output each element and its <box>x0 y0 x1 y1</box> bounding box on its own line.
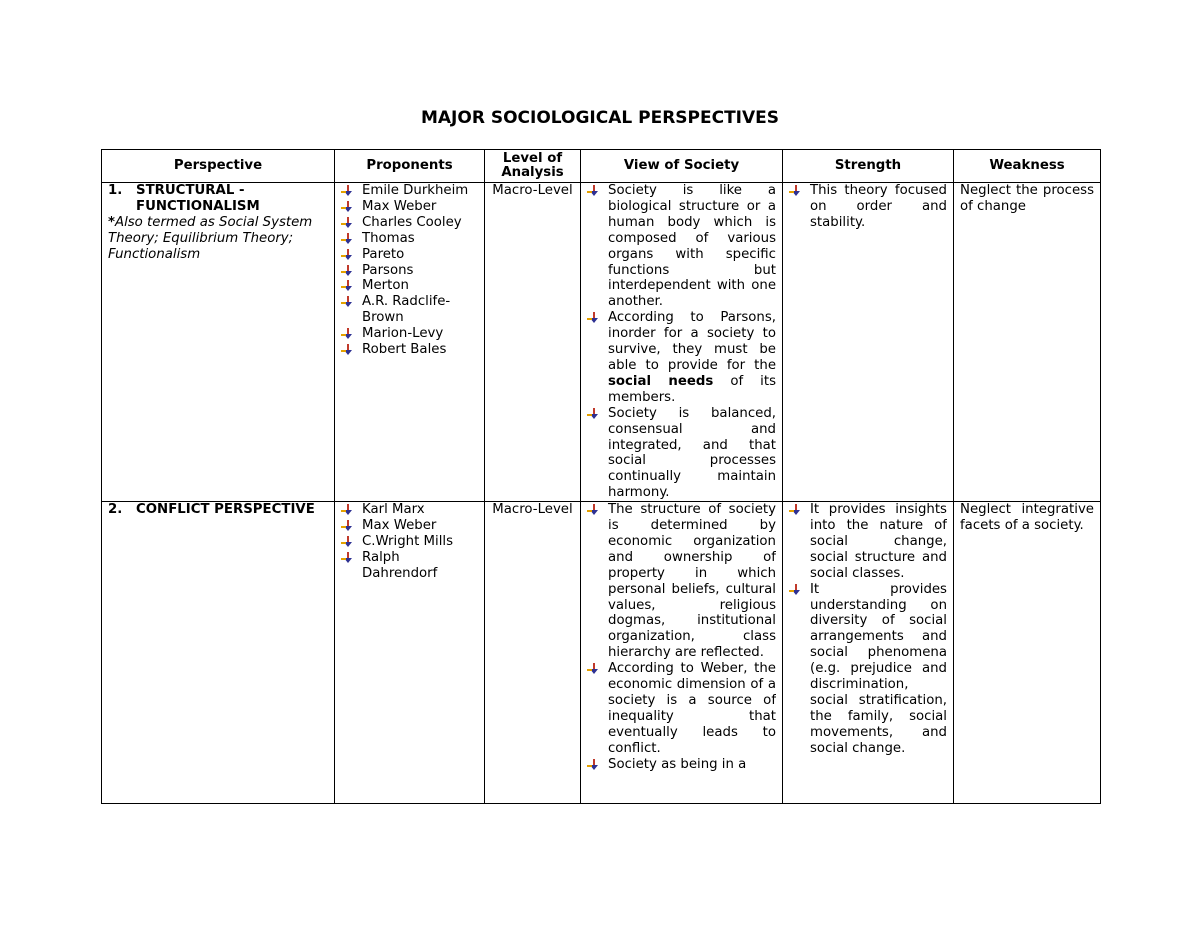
note-text: Also termed as Social System Theory; Equilibrium Theory; Functionalism <box>108 214 313 262</box>
arrow-down-bullet-icon <box>341 552 355 565</box>
arrow-down-bullet-icon <box>341 328 355 341</box>
weakness-cell: Neglect the process of change <box>954 183 1101 502</box>
arrow-down-bullet-icon <box>341 536 355 549</box>
list-item: Max Weber <box>341 518 478 534</box>
arrow-down-bullet-icon <box>341 265 355 278</box>
list-item: Emile Durkheim <box>341 183 478 199</box>
proponents-cell <box>335 183 485 502</box>
list-item: Max Weber <box>341 199 478 215</box>
perspective-title <box>108 502 328 518</box>
header-perspective: Perspective <box>102 150 335 183</box>
view-list <box>587 502 776 772</box>
arrow-down-bullet-icon <box>587 759 601 772</box>
note-asterisk: * <box>108 214 115 230</box>
perspective-name: STRUCTURAL - FUNCTIONALISM <box>136 183 260 214</box>
arrow-down-bullet-icon <box>341 280 355 293</box>
list-item: According to Parsons, inorder for a society to survive, they must be able to provide for the social needs of its members. <box>587 310 776 405</box>
list-item: A.R. Radclife-Brown <box>341 294 478 326</box>
list-item: Society as being in a <box>587 757 776 773</box>
perspective-note <box>108 215 328 263</box>
list-item: It provides understanding on diversity of social arrangements and social phenomena (e.g. prejudice and discrimination, social stratification, the family, social movements, and social change. <box>789 582 947 757</box>
strength-list <box>789 502 947 757</box>
weakness-cell: Neglect integrative facets of a society. <box>954 502 1101 804</box>
arrow-down-bullet-icon <box>587 504 601 517</box>
perspective-title <box>108 183 328 215</box>
header-weakness: Weakness <box>954 150 1101 183</box>
arrow-down-bullet-icon <box>587 408 601 421</box>
arrow-down-bullet-icon <box>341 249 355 262</box>
view-cell-clip <box>587 502 776 803</box>
arrow-down-bullet-icon <box>341 185 355 198</box>
page-title: MAJOR SOCIOLOGICAL PERSPECTIVES <box>420 108 780 128</box>
arrow-down-bullet-icon <box>789 185 803 198</box>
strength-cell <box>783 183 954 502</box>
list-item: Ralph Dahrendorf <box>341 550 478 582</box>
arrow-down-bullet-icon <box>587 312 601 325</box>
strength-list <box>789 183 947 231</box>
strength-cell <box>783 502 954 804</box>
arrow-down-bullet-icon <box>341 233 355 246</box>
perspective-number: 2. <box>108 502 123 518</box>
list-item: This theory focused on order and stability. <box>789 183 947 231</box>
view-list <box>587 183 776 501</box>
table-row <box>102 183 1101 502</box>
arrow-down-bullet-icon <box>341 520 355 533</box>
bold-phrase: social needs <box>608 373 714 389</box>
header-level: Level of Analysis <box>485 150 581 183</box>
view-cell <box>581 502 783 804</box>
arrow-down-bullet-icon <box>341 201 355 214</box>
header-proponents: Proponents <box>335 150 485 183</box>
perspectives-table <box>101 149 1101 804</box>
list-item: Marion-Levy <box>341 326 478 342</box>
arrow-down-bullet-icon <box>587 185 601 198</box>
arrow-down-bullet-icon <box>341 296 355 309</box>
list-item: The structure of society is determined by economic organization and ownership of property in which personal beliefs, cultural values, religious dogmas, institutional organization, class hierarchy are reflected. <box>587 502 776 661</box>
list-item: Parsons <box>341 263 478 279</box>
level-cell: Macro-Level <box>485 183 581 502</box>
list-item: Karl Marx <box>341 502 478 518</box>
list-item: Society is like a biological structure or a human body which is composed of various organs with specific functions but interdependent with one another. <box>587 183 776 310</box>
proponents-list <box>341 502 478 582</box>
list-item: It provides insights into the nature of social change, social structure and social classes. <box>789 502 947 582</box>
list-item: C.Wright Mills <box>341 534 478 550</box>
view-cell <box>581 183 783 502</box>
perspective-cell <box>102 183 335 502</box>
strength-cell-clip <box>789 502 947 803</box>
list-item: According to Weber, the economic dimension of a society is a source of inequality that eventually leads to conflict. <box>587 661 776 756</box>
proponents-list <box>341 183 478 358</box>
arrow-down-bullet-icon <box>341 344 355 357</box>
perspective-cell <box>102 502 335 804</box>
header-view: View of Society <box>581 150 783 183</box>
header-strength: Strength <box>783 150 954 183</box>
list-item: Society is balanced, consensual and integrated, and that social processes continually maintain harmony. <box>587 406 776 501</box>
arrow-down-bullet-icon <box>341 504 355 517</box>
arrow-down-bullet-icon <box>341 217 355 230</box>
list-item: Thomas <box>341 231 478 247</box>
list-item: Robert Bales <box>341 342 478 358</box>
table-row <box>102 502 1101 804</box>
table-header-row <box>102 150 1101 183</box>
proponents-cell <box>335 502 485 804</box>
perspective-name: CONFLICT PERSPECTIVE <box>136 502 315 518</box>
list-item: Pareto <box>341 247 478 263</box>
perspective-number: 1. <box>108 183 123 198</box>
level-cell: Macro-Level <box>485 502 581 804</box>
arrow-down-bullet-icon <box>789 584 803 597</box>
list-item: Merton <box>341 278 478 294</box>
arrow-down-bullet-icon <box>587 663 601 676</box>
arrow-down-bullet-icon <box>789 504 803 517</box>
list-item: Charles Cooley <box>341 215 478 231</box>
